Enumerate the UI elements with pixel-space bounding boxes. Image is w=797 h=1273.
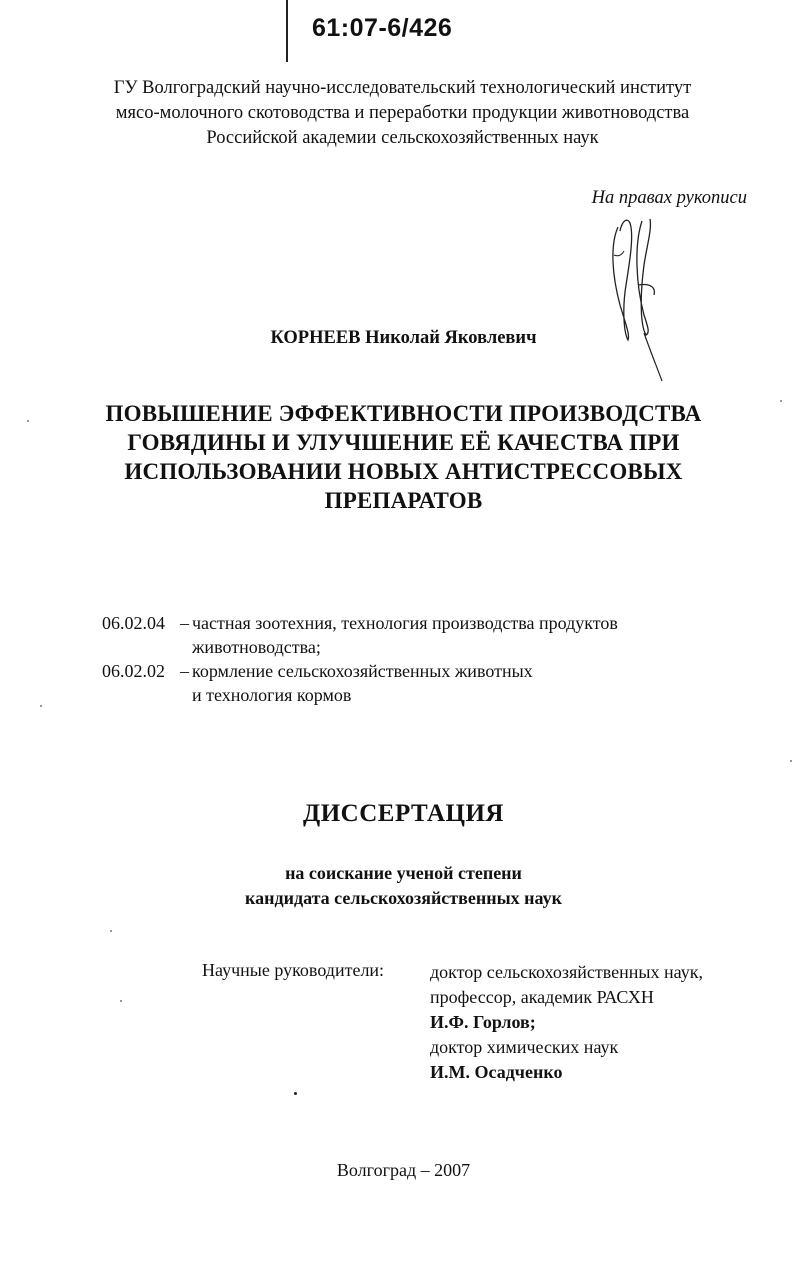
supervisors-list	[430, 960, 703, 1085]
institution-header	[30, 76, 775, 151]
specialty-code: 06.02.02	[102, 661, 165, 681]
title-line: ИСПОЛЬЗОВАНИИ НОВЫХ АНТИСТРЕССОВЫХ	[124, 459, 683, 484]
title-line: ПРЕПАРАТОВ	[324, 488, 483, 513]
institution-line: мясо-молочного скотоводства и переработки продукции животноводства	[115, 103, 690, 123]
specialty-text-continued: животноводства;	[192, 637, 321, 657]
institution-line: Российской академии сельскохозяйственных наук	[206, 128, 599, 148]
supervisor-line: профессор, академик РАСХН	[430, 987, 654, 1007]
supervisors-label: Научные руководители:	[202, 960, 385, 980]
catalog-number: 61:07-6/426	[312, 14, 453, 42]
scan-speck	[780, 400, 782, 402]
institution-line: ГУ Волгоградский научно-исследовательский технологический институт	[113, 78, 692, 98]
specialty-text: кормление сельскохозяйственных животных	[192, 661, 533, 681]
scan-speck	[40, 705, 42, 707]
handwritten-signature	[600, 215, 670, 385]
dissertation-title	[0, 399, 797, 515]
supervisor-name: И.Ф. Горлов;	[430, 1012, 536, 1032]
specialty-item	[102, 611, 618, 635]
degree-statement	[0, 861, 797, 911]
specialty-dash: –	[180, 613, 189, 633]
degree-line: кандидата сельскохозяйственных наук	[245, 888, 562, 908]
specialty-item	[102, 659, 618, 683]
scan-speck	[294, 1092, 297, 1095]
specialties-list	[102, 611, 618, 707]
author-name: КОРНЕЕВ Николай Яковлевич	[270, 328, 537, 348]
manuscript-rights-note: На правах рукописи	[591, 188, 747, 208]
scan-margin-line	[286, 0, 288, 62]
supervisor-line: доктор химических наук	[430, 1037, 619, 1057]
scan-speck	[790, 760, 792, 762]
supervisor-name: И.М. Осадченко	[430, 1062, 563, 1082]
city-year: Волгоград – 2007	[336, 1160, 471, 1180]
scan-speck	[27, 420, 29, 422]
specialty-text: частная зоотехния, технология производства продуктов	[192, 613, 618, 633]
scan-speck	[120, 1000, 122, 1002]
title-line: ПОВЫШЕНИЕ ЭФФЕКТИВНОСТИ ПРОИЗВОДСТВА	[105, 401, 702, 426]
scan-speck	[110, 930, 112, 932]
title-line: ГОВЯДИНЫ И УЛУЧШЕНИЕ ЕЁ КАЧЕСТВА ПРИ	[127, 430, 680, 455]
degree-line: на соискание ученой степени	[285, 863, 522, 883]
specialty-text-continued: и технология кормов	[192, 685, 352, 705]
specialty-code: 06.02.04	[102, 613, 165, 633]
specialty-dash: –	[180, 661, 189, 681]
supervisor-line: доктор сельскохозяйственных наук,	[430, 962, 703, 982]
document-type: ДИССЕРТАЦИЯ	[303, 800, 504, 827]
